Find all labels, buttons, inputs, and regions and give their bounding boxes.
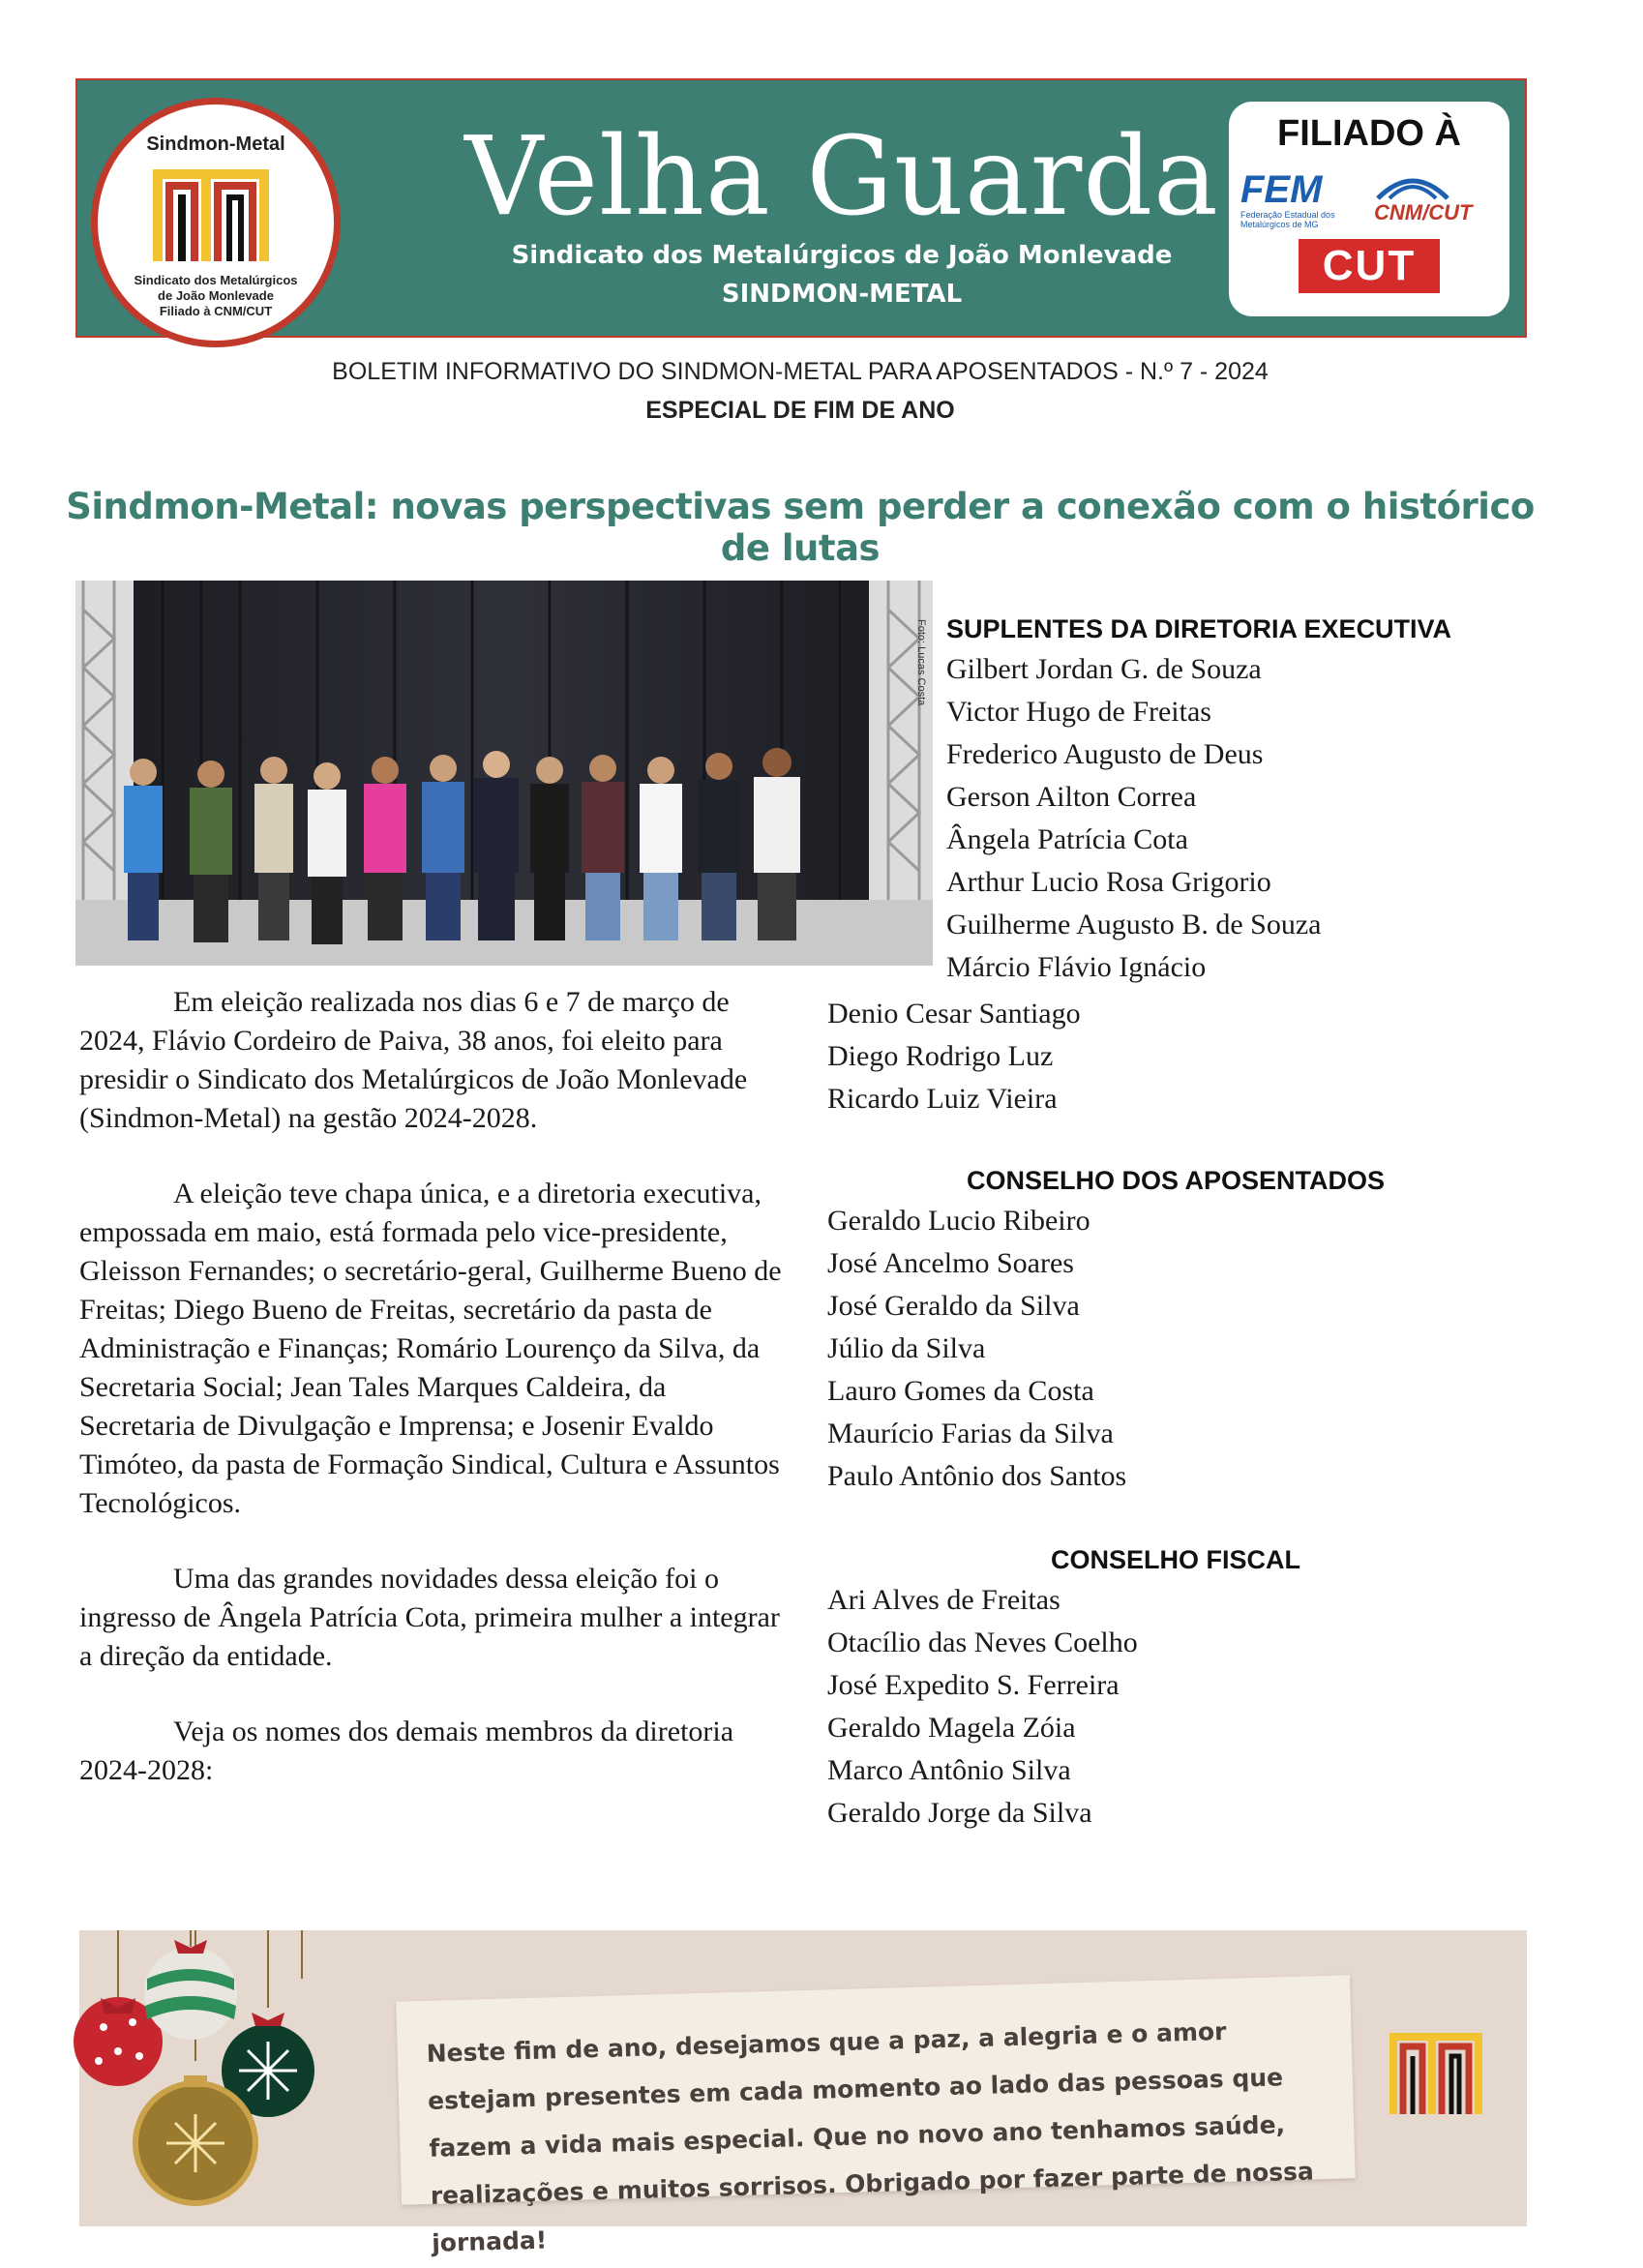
greeting-note [396,1975,1355,2257]
list-item: Guilherme Augusto B. de Souza [946,909,1322,940]
list-item: Ângela Patrícia Cota [946,823,1188,855]
masthead-subtitle-2: SINDMON-METAL [721,280,963,309]
list-item: Márcio Flávio Ignácio [946,951,1207,983]
fem-logo-caption: Federação Estadual dos Metalúrgicos de MG [1240,210,1335,229]
suplentes-title: SUPLENTES DA DIRETORIA EXECUTIVA [946,614,1452,643]
cut-logo: CUT [1299,239,1440,293]
list-item: Denio Cesar Santiago [827,998,1081,1030]
list-item: Júlio da Silva [827,1332,986,1364]
photo-credit: Foto: Lucas Costa [915,619,927,706]
article-paragraph: Veja os nomes dos demais membros da diretoria 2024-2028: [79,1716,734,1786]
cnm-logo-word: CNM/CUT [1374,200,1473,224]
sindmon-emblem-icon [150,164,282,265]
cnm-arcs-icon [1374,171,1451,200]
affiliation-title: FILIADO À [1277,113,1461,154]
list-item: Gerson Ailton Correa [946,781,1197,813]
affiliation-box [1229,102,1509,316]
greeting-message: Neste fim de ano, desejamos que a paz, a alegria e o amor estejam presentes em cada momento ao lado das pessoas que fazem a vida mais especial. Que no novo ano tenhamos saúde, realizações e muitos sorrisos. Obrigado por fazer parte de nossa jornada! [426,2016,1315,2257]
fem-logo-word: FEM [1240,168,1323,211]
list-item: Geraldo Lucio Ribeiro [827,1205,1090,1237]
list-item: Otacílio das Neves Coelho [827,1626,1138,1658]
list-item: Ricardo Luiz Vieira [827,1083,1058,1115]
article-body [79,983,784,1827]
list-item: Maurício Farias da Silva [827,1418,1114,1449]
sindmon-footer-logo-icon [1388,2029,1494,2116]
masthead-title: Velha Guarda [464,114,1219,240]
bulletin-line: BOLETIM INFORMATIVO DO SINDMON-METAL PARA APOSENTADOS - N.º 7 - 2024 [332,358,1269,385]
logo-caption [98,273,334,319]
list-item: Lauro Gomes da Costa [827,1375,1094,1407]
holiday-greeting-card [79,1930,1527,2257]
logo-caption-line: de João Monlevade [158,288,274,303]
conselho-fiscal-title: CONSELHO FISCAL [1050,1545,1300,1574]
suplentes-section [946,610,1643,989]
list-item: José Expedito S. Ferreira [827,1669,1120,1701]
list-item: José Geraldo da Silva [827,1290,1080,1322]
list-item: Frederico Augusto de Deus [946,738,1264,770]
sindmon-logo [91,98,341,347]
list-item: Paulo Antônio dos Santos [827,1460,1127,1492]
article-paragraph: Em eleição realizada nos dias 6 e 7 de março de 2024, Flávio Cordeiro de Paiva, 38 anos, foi eleito para presidir o Sindicato dos Metalúrgicos de João Monlevade (Sindmon-Metal) na gestão 2024-2028. [79,986,748,1134]
list-item: Geraldo Magela Zóia [827,1712,1076,1744]
list-item: Arthur Lucio Rosa Grigorio [946,866,1271,898]
header-banner [75,78,1527,338]
masthead-subtitle: Sindicato dos Metalúrgicos de João Monlevade [511,241,1173,270]
article-paragraph: A eleição teve chapa única, e a diretoria executiva, empossada em maio, está formada pelo vice-presidente, Gleisson Fernandes; o secretário-geral, Guilherme Bueno de Freitas; Diego Bueno de Freitas, secretário da pasta de Administração e Finanças; Romário Lourenço da Silva, da Secretaria Social; Jean Tales Marques Caldeira, da Secretaria de Divulgação e Imprensa; e Josenir Evaldo Timóteo, da pasta de Formação Sindical, Cultura e Assuntos Tecnológicos. [79,1178,782,1519]
logo-top-text: Sindmon-Metal [146,134,285,155]
list-item: Victor Hugo de Freitas [946,696,1211,728]
group-photo [75,581,933,966]
group-photo-illustration [75,581,933,966]
logo-caption-line: Filiado à CNM/CUT [159,304,273,318]
list-item: José Ancelmo Soares [827,1247,1074,1279]
cnm-cut-logo [1374,171,1500,229]
conselho-fiscal-section [827,1540,1524,1835]
conselho-aposentados-section [827,1161,1524,1498]
conselho-aposentados-title: CONSELHO DOS APOSENTADOS [966,1166,1386,1195]
suplentes-continued [827,993,1524,1120]
list-item: Marco Antônio Silva [827,1754,1071,1786]
list-item: Gilbert Jordan G. de Souza [946,653,1262,685]
special-edition-line: ESPECIAL DE FIM DE ANO [645,397,955,424]
article-paragraph: Uma das grandes novidades dessa eleição foi o ingresso de Ângela Patrícia Cota, primeira mulher a integrar a direção da entidade. [79,1563,780,1672]
list-item: Geraldo Jorge da Silva [827,1797,1092,1829]
article-headline: Sindmon-Metal: novas perspectivas sem perder a conexão com o histórico de lutas [66,486,1535,569]
logo-caption-line: Sindicato dos Metalúrgicos [134,273,298,287]
christmas-ornaments-icon [79,1930,399,2226]
list-item: Ari Alves de Freitas [827,1584,1060,1616]
list-item: Diego Rodrigo Luz [827,1040,1054,1072]
fem-logo [1240,169,1360,231]
